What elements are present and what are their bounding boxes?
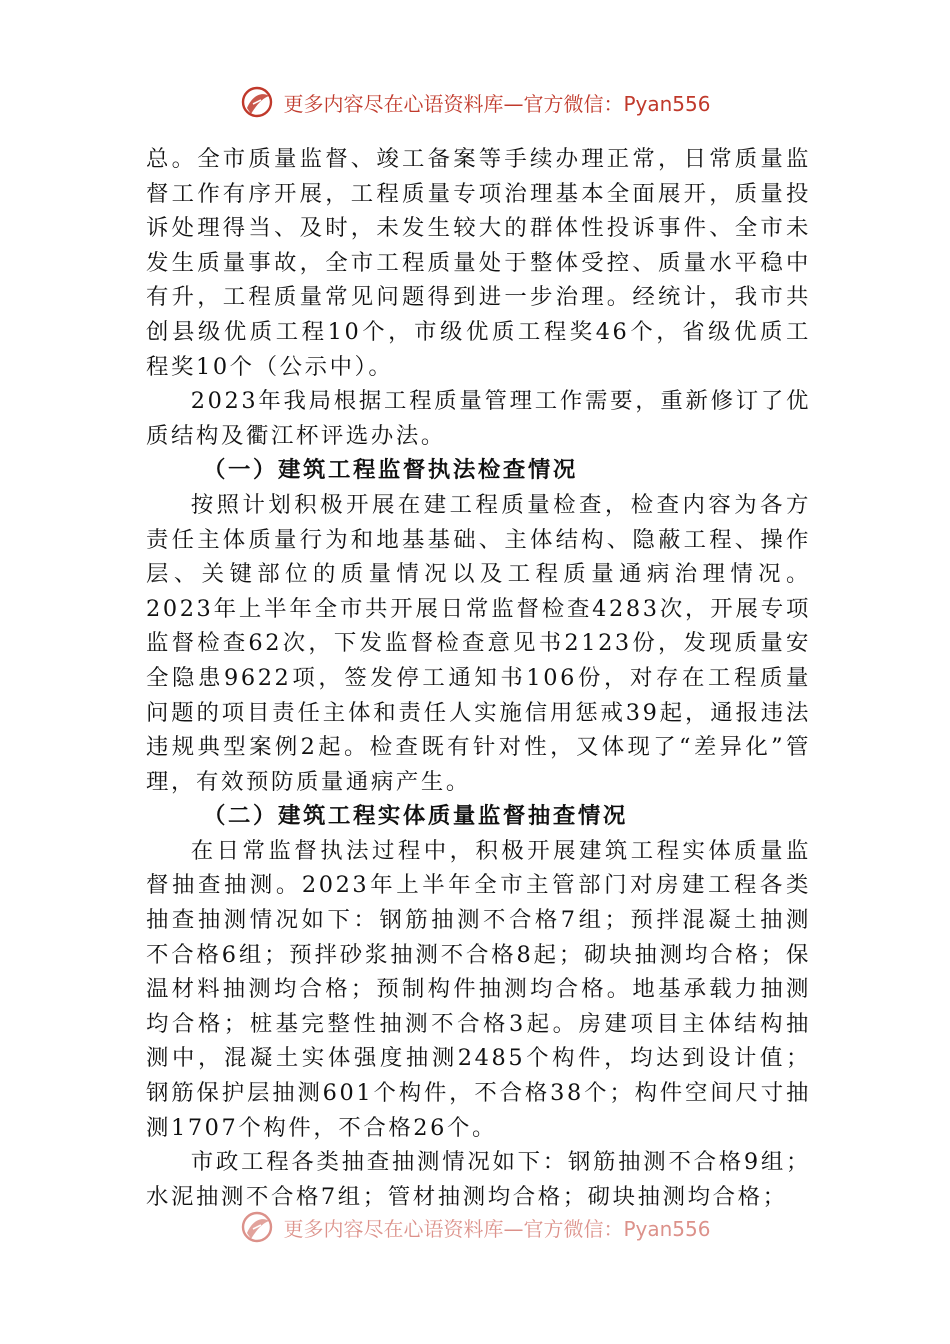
logo-icon: [239, 84, 275, 120]
paragraph: 按照计划积极开展在建工程质量检查，检查内容为各方责任主体质量行为和地基基础、主体结构、隐蔽工程、操作层、关键部位的质量情况以及工程质量通病治理情况。2023年上半年全市共开展日常监督检查4283次，开展专项监督检查62次，下发监督检查意见书2123份，发现质量安全隐患9622项，签发停工通知书106份，对存在工程质量问题的项目责任主体和责任人实施信用惩戒39起，通报违法违规典型案例2起。检查既有针对性，又体现了“差异化”管理，有效预防质量通病产生。: [146, 491, 811, 795]
section-heading: （二）建筑工程实体质量监督抽查情况: [203, 803, 628, 830]
paragraph: 在日常监督执法过程中，积极开展建筑工程实体质量监督抽查抽测。2023年上半年全市主管部门对房建工程各类抽查抽测情况如下：钢筋抽测不合格7组；预拌混凝土抽测不合格6组；预拌砂浆抽测不合格8起；砌块抽测均合格；保温材料抽测均合格；预制构件抽测均合格。地基承载力抽测均合格；桩基完整性抽测不合格3起。房建项目主体结构抽测中，混凝土实体强度抽测2485个构件，均达到设计值；钢筋保护层抽测601个构件，不合格38个；构件空间尺寸抽测1707个构件，不合格26个。: [146, 837, 811, 1141]
watermark-text: 更多内容尽在心语资料库—官方微信：Pyan556: [283, 1216, 711, 1241]
paragraph: 2023年我局根据工程质量管理工作需要，重新修订了优质结构及衢江杯评选办法。: [146, 388, 811, 449]
watermark-header: [0, 82, 950, 122]
paragraph: 市政工程各类抽查抽测情况如下：钢筋抽测不合格9组；水泥抽测不合格7组；管材抽测均合格；砌块抽测均合格；: [146, 1149, 811, 1210]
watermark-text: 更多内容尽在心语资料库—官方微信：Pyan556: [283, 91, 711, 116]
paragraph: 总。全市质量监督、竣工备案等手续办理正常，日常质量监督工作有序开展，工程质量专项治理基本全面展开，质量投诉处理得当、及时，未发生较大的群体性投诉事件、全市未发生质量事故，全市工程质量处于整体受控、质量水平稳中有升，工程质量常见问题得到进一步治理。经统计，我市共创县级优质工程10个，市级优质工程奖46个，省级优质工程奖10个（公示中）。: [146, 146, 811, 380]
logo-icon: [239, 1209, 275, 1245]
watermark-footer: [0, 1207, 950, 1247]
document-body: [146, 142, 811, 1214]
section-heading: （一）建筑工程监督执法检查情况: [203, 457, 578, 484]
